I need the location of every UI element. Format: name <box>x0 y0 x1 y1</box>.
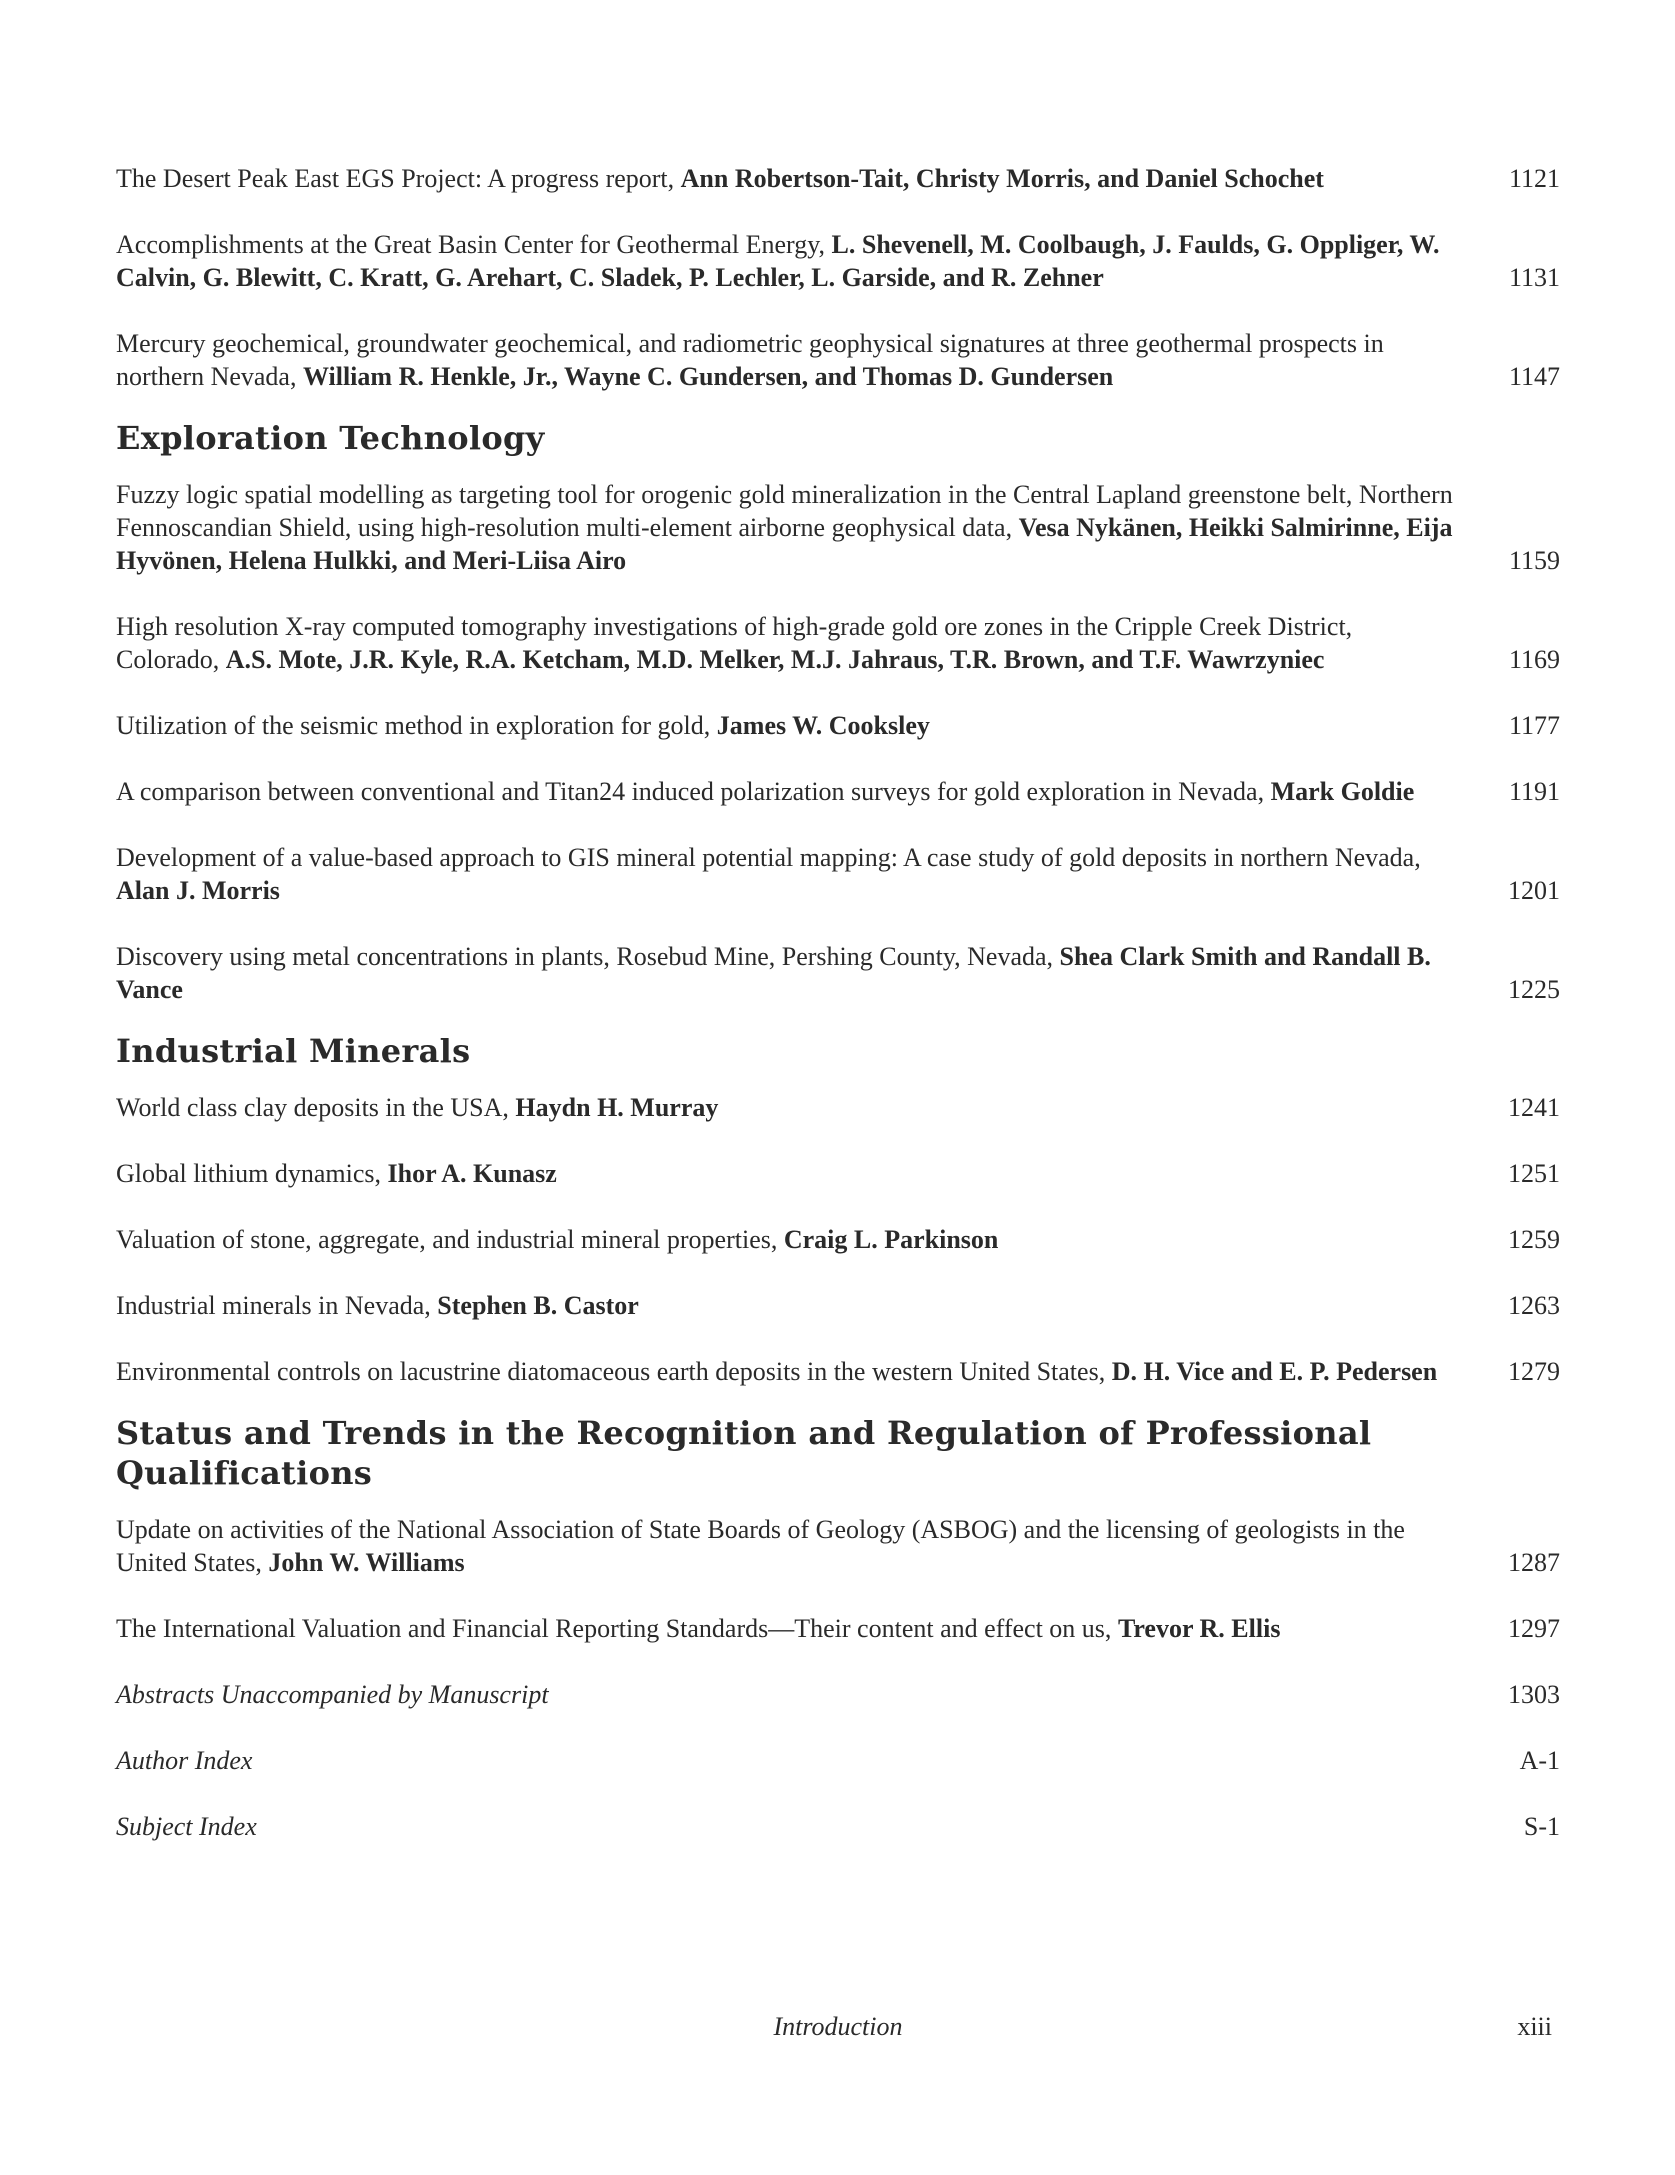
toc-entry[interactable] <box>116 327 1560 393</box>
entry-title: Accomplishments at the Great Basin Center for Geothermal Energy, <box>116 230 832 259</box>
entry-authors: Ann Robertson-Tait, Christy Morris, and Daniel Schochet <box>680 164 1324 193</box>
section-heading: Exploration Technology <box>116 419 545 457</box>
toc-entry[interactable] <box>116 1289 1560 1322</box>
entry-text <box>116 1810 1456 1843</box>
entry-authors: John W. Williams <box>268 1548 465 1577</box>
entry-page-number: A-1 <box>1519 1746 1560 1775</box>
entry-text <box>116 775 1456 808</box>
toc-entry[interactable] <box>116 940 1560 1006</box>
toc-entry[interactable] <box>116 841 1560 907</box>
entry-authors: Vesa Nykänen, Heikki Salmirinne, Eija Hyvönen, Helena Hulkki, and Meri-Liisa Airo <box>116 513 1453 575</box>
entry-page-number: 1287 <box>1508 1548 1560 1577</box>
toc-entry[interactable] <box>116 610 1560 676</box>
entry-text <box>116 1091 1456 1124</box>
entry-title: Industrial minerals in Nevada, <box>116 1291 438 1320</box>
toc-entry[interactable] <box>116 1513 1560 1579</box>
table-of-contents <box>116 162 1560 1876</box>
toc-entry[interactable] <box>116 1157 1560 1190</box>
entry-text <box>116 1289 1456 1322</box>
toc-entry[interactable] <box>116 228 1560 294</box>
toc-entry[interactable] <box>116 162 1560 195</box>
entry-text <box>116 228 1456 294</box>
entry-page-number: 1191 <box>1508 777 1560 806</box>
entry-page-number: 1263 <box>1508 1291 1560 1320</box>
entry-page-number: 1259 <box>1508 1225 1560 1254</box>
entry-title: Development of a value-based approach to GIS mineral potential mapping: A case study of gold deposits in northern Nevada, <box>116 843 1421 872</box>
entry-authors: Shea Clark Smith and Randall B. Vance <box>116 942 1431 1004</box>
toc-entry[interactable] <box>116 1810 1560 1843</box>
entry-page-number: 1279 <box>1508 1357 1560 1386</box>
entry-text <box>116 1612 1456 1645</box>
entry-page-number: 1159 <box>1508 546 1560 575</box>
entry-page-number: 1177 <box>1508 711 1560 740</box>
entry-text <box>116 841 1456 907</box>
entry-page-number: 1251 <box>1508 1159 1560 1188</box>
section-heading: Status and Trends in the Recognition and Regulation of Professional Qualifications <box>116 1414 1372 1492</box>
entry-text <box>116 1744 1456 1777</box>
entry-title: Subject Index <box>116 1812 257 1841</box>
entry-page-number: 1201 <box>1508 876 1560 905</box>
entry-text <box>116 1355 1456 1388</box>
entry-title: The International Valuation and Financial Reporting Standards—Their content and effect on us, <box>116 1614 1118 1643</box>
toc-entry[interactable] <box>116 478 1560 577</box>
entry-title: The Desert Peak East EGS Project: A progress report, <box>116 164 681 193</box>
entry-text <box>116 1223 1456 1256</box>
entry-authors: Alan J. Morris <box>116 876 280 905</box>
toc-entry[interactable] <box>116 1678 1560 1711</box>
entry-authors: William R. Henkle, Jr., Wayne C. Gundersen, and Thomas D. Gundersen <box>302 362 1114 391</box>
entry-page-number: 1147 <box>1508 362 1560 391</box>
entry-page-number: 1131 <box>1508 263 1560 292</box>
entry-title: World class clay deposits in the USA, <box>116 1093 516 1122</box>
entry-title: Update on activities of the National Association of State Boards of Geology (ASBOG) and the licensing of geologists in the United States, <box>116 1515 1405 1577</box>
entry-page-number: S-1 <box>1523 1812 1560 1841</box>
entry-title: Environmental controls on lacustrine diatomaceous earth deposits in the western United States, <box>116 1357 1112 1386</box>
entry-text <box>116 1513 1456 1579</box>
entry-title: A comparison between conventional and Titan24 induced polarization surveys for gold exploration in Nevada, <box>116 777 1271 806</box>
entry-title: Valuation of stone, aggregate, and industrial mineral properties, <box>116 1225 784 1254</box>
entry-title: Utilization of the seismic method in exploration for gold, <box>116 711 717 740</box>
entry-page-number: 1303 <box>1508 1680 1560 1709</box>
entry-title: Author Index <box>116 1746 253 1775</box>
entry-authors: James W. Cooksley <box>716 711 930 740</box>
entry-title: Mercury geochemical, groundwater geochemical, and radiometric geophysical signatures at three geothermal prospects in northern Nevada, <box>116 329 1384 391</box>
entry-text <box>116 1678 1456 1711</box>
footer-section-label: Introduction <box>773 2012 903 2041</box>
entry-title: High resolution X-ray computed tomography investigations of high-grade gold ore zones in the Cripple Creek District, Colorado, <box>116 612 1353 674</box>
entry-text <box>116 327 1456 393</box>
toc-entry[interactable] <box>116 775 1560 808</box>
entry-authors: A.S. Mote, J.R. Kyle, R.A. Ketcham, M.D. Melker, M.J. Jahraus, T.R. Brown, and T.F. Wawrzyniec <box>225 645 1325 674</box>
entry-text <box>116 610 1456 676</box>
entry-text <box>116 1157 1456 1190</box>
toc-entry[interactable] <box>116 1744 1560 1777</box>
entry-authors: Craig L. Parkinson <box>783 1225 999 1254</box>
entry-authors: Haydn H. Murray <box>515 1093 719 1122</box>
entry-text <box>116 709 1456 742</box>
entry-page-number: 1241 <box>1508 1093 1560 1122</box>
entry-title: Discovery using metal concentrations in plants, Rosebud Mine, Pershing County, Nevada, <box>116 942 1060 971</box>
entry-title: Abstracts Unaccompanied by Manuscript <box>116 1680 549 1709</box>
entry-authors: Ihor A. Kunasz <box>387 1159 557 1188</box>
section-heading: Industrial Minerals <box>116 1032 471 1070</box>
entry-authors: Trevor R. Ellis <box>1117 1614 1281 1643</box>
footer-page-number: xiii <box>1517 2012 1552 2041</box>
toc-entry[interactable] <box>116 1091 1560 1124</box>
entry-title: Fuzzy logic spatial modelling as targeting tool for orogenic gold mineralization in the Central Lapland greenstone belt, Northern Fennoscandian Shield, using high-resolution multi-element airborne geophysical data, <box>116 480 1453 542</box>
entry-authors: L. Shevenell, M. Coolbaugh, J. Faulds, G. Oppliger, W. Calvin, G. Blewitt, C. Kratt, G. Arehart, C. Sladek, P. Lechler, L. Garside, and R. Zehner <box>116 230 1440 292</box>
entry-title: Global lithium dynamics, <box>116 1159 388 1188</box>
toc-entry[interactable] <box>116 1612 1560 1645</box>
entry-page-number: 1297 <box>1508 1614 1560 1643</box>
entry-authors: Mark Goldie <box>1270 777 1415 806</box>
entry-page-number: 1225 <box>1508 975 1560 1004</box>
entry-authors: Stephen B. Castor <box>437 1291 639 1320</box>
toc-entry[interactable] <box>116 1355 1560 1388</box>
toc-entry[interactable] <box>116 1223 1560 1256</box>
entry-authors: D. H. Vice and E. P. Pedersen <box>1111 1357 1438 1386</box>
entry-text <box>116 940 1456 1006</box>
entry-text <box>116 478 1456 577</box>
entry-page-number: 1121 <box>1508 164 1560 193</box>
entry-page-number: 1169 <box>1508 645 1560 674</box>
toc-entry[interactable] <box>116 709 1560 742</box>
entry-text <box>116 162 1456 195</box>
